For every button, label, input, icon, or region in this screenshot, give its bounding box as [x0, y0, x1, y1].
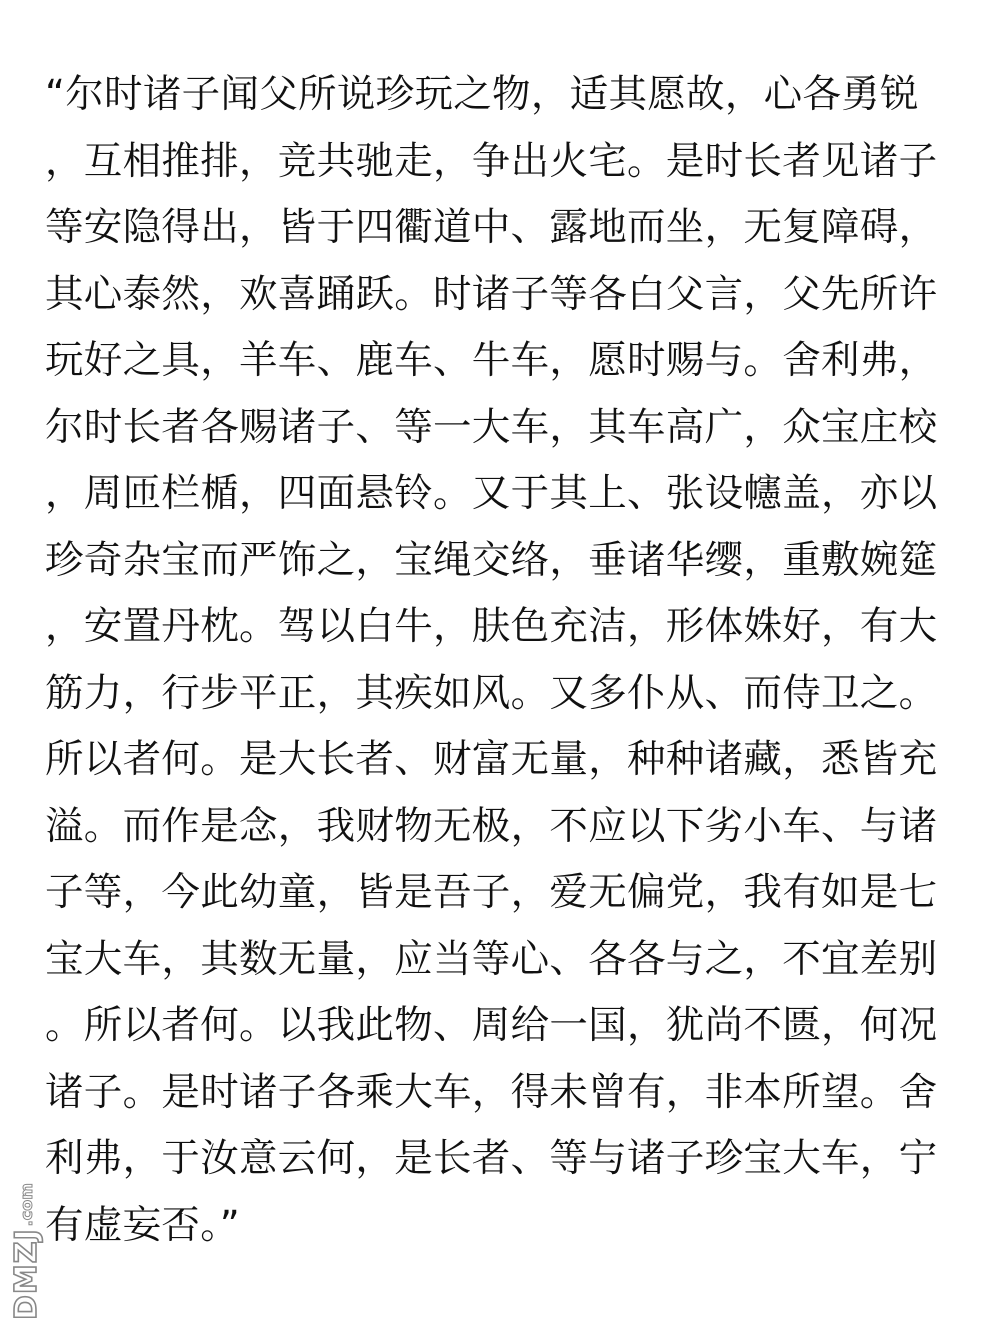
text-line: 有虚妄否。”: [45, 1202, 240, 1248]
scripture-text-block: [45, 62, 945, 1259]
text-line: 等安隐得出，皆于四衢道中、露地而坐，无复障碍，: [45, 205, 938, 250]
text-line: ，周匝栏楯，四面悬铃。又于其上、张设幰盖，亦以: [45, 471, 938, 516]
text-line: 利弗，于汝意云何，是长者、等与诸子珍宝大车，宁: [45, 1136, 938, 1181]
watermark-logo-text: DMZJ: [8, 1228, 44, 1320]
text-line: ，安置丹枕。驾以白牛，肤色充洁，形体姝好，有大: [45, 604, 938, 649]
text-line: 筋力，行步平正，其疾如风。又多仆从、而侍卫之。: [45, 670, 938, 716]
text-line: 珍奇杂宝而严饰之，宝绳交络，垂诸华缨，重敷婉筵: [45, 537, 938, 583]
text-line: 子等，今此幼童，皆是吾子，爱无偏党，我有如是七: [45, 870, 938, 915]
text-line: 玩好之具，羊车、鹿车、牛车，愿时赐与。舍利弗，: [45, 338, 938, 383]
text-line: “尔时诸子闻父所说珍玩之物，适其愿故，心各勇锐: [45, 72, 919, 117]
text-line: 所以者何。是大长者、财富无量，种种诸藏，悉皆充: [45, 737, 938, 782]
text-line: 宝大车，其数无量，应当等心、各各与之，不宜差别: [45, 936, 938, 982]
text-line: 尔时长者各赐诸子、等一大车，其车高广，众宝庄校: [45, 404, 938, 450]
watermark-domain-suffix: .com: [16, 1183, 36, 1227]
text-line: 其心泰然，欢喜踊跃。时诸子等各白父言，父先所许: [45, 271, 938, 317]
text-line: ，互相推排，竞共驰走，争出火宅。是时长者见诸子: [45, 138, 938, 184]
text-line: 。所以者何。以我此物、周给一国，犹尚不匮，何况: [45, 1003, 938, 1048]
text-line: 溢。而作是念，我财物无极，不应以下劣小车、与诸: [45, 803, 938, 849]
site-watermark-logo: [6, 1170, 46, 1330]
text-line: 诸子。是时诸子各乘大车，得未曾有，非本所望。舍: [45, 1069, 938, 1115]
